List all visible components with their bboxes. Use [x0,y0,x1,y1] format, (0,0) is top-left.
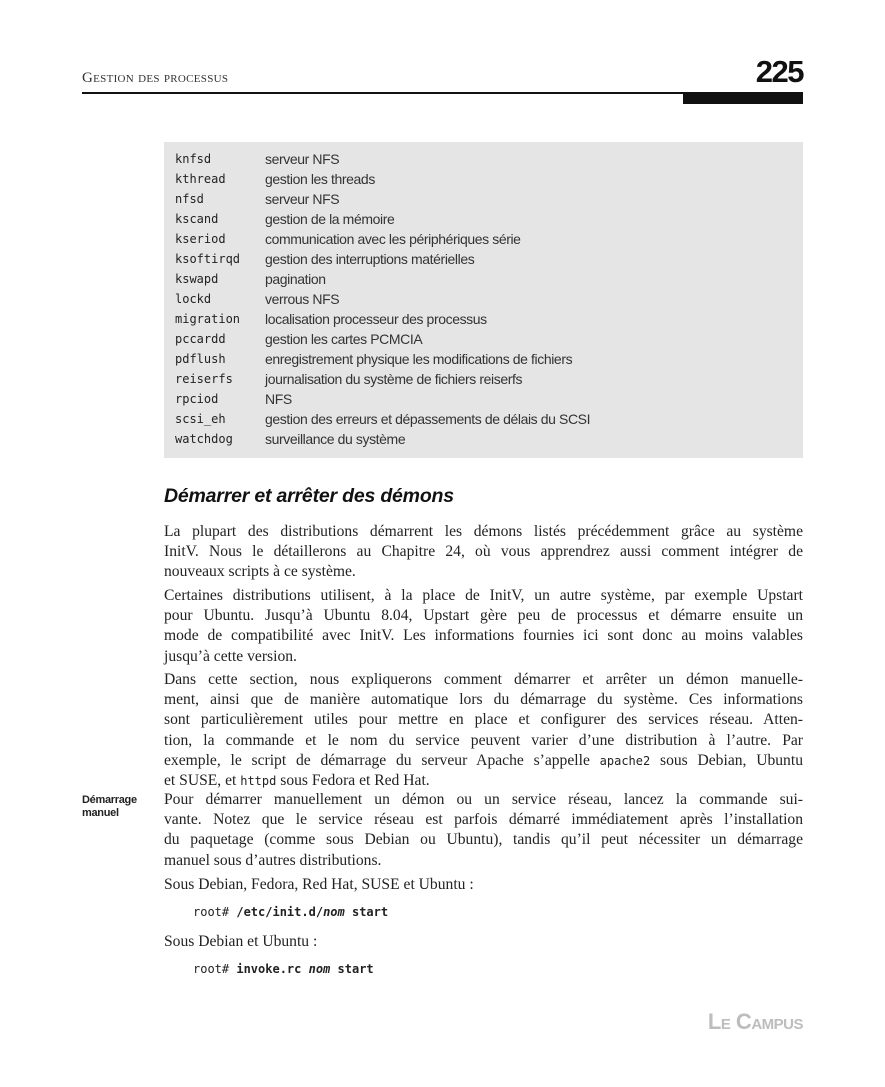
text-line: tion, la commande et le nom du service peuvent varier d’une distribution à l’autre. Par [164,731,803,749]
paragraph-6 [164,932,803,952]
daemon-table [175,149,590,449]
daemon-row [175,289,590,309]
daemon-desc: gestion de la mémoire [265,211,395,227]
daemon-row [175,369,590,389]
daemon-name: kseriod [175,232,226,246]
margin-note-line: manuel [82,807,119,819]
daemon-name: pccardd [175,332,226,346]
text-line: Pour démarrer manuellement un démon ou un service réseau, lancez la commande sui- [164,791,803,808]
command-text: start [344,905,389,919]
shell-prompt: root# [193,962,237,976]
daemon-row [175,169,590,189]
daemon-name: kswapd [175,272,219,286]
command-text: /etc/init.d/ [236,905,324,919]
daemon-name: reiserfs [175,372,233,386]
daemon-desc: NFS [265,391,292,407]
daemon-row [175,269,590,289]
text-line [164,771,803,791]
daemon-desc: gestion les cartes PCMCIA [265,331,423,347]
command-example-2 [193,962,374,976]
daemon-row [175,149,590,169]
text-line: mode de compatibilité avec InitV. Les informations fournies ici sont donc au moins valables [164,627,803,645]
paragraph-2 [164,586,803,667]
daemon-row [175,349,590,369]
command-placeholder: nom [323,905,345,919]
text-segment: exemple, le script de démarrage du serveur Apache s’appelle [164,751,600,769]
daemon-desc: surveillance du système [265,431,406,447]
daemon-name: rpciod [175,392,219,406]
daemon-name: scsi_eh [175,412,226,426]
daemon-name: lockd [175,292,212,306]
daemon-row [175,409,590,429]
daemon-row [175,329,590,349]
daemon-desc: communication avec les périphériques série [265,231,521,247]
text-line: vante. Notez que le service réseau est parfois démarré immédiatement après l’installation [164,811,803,829]
daemon-row [175,249,590,269]
section-heading: Démarrer et arrêter des démons [164,485,454,507]
paragraph-1 [164,522,803,583]
publisher-logo: Le Campus [707,1009,803,1034]
text-segment: sous Debian, Ubuntu [650,751,803,769]
text-line: manuel sous d’autres distributions. [164,851,382,869]
daemon-desc: localisation processeur des processus [265,311,487,327]
daemon-row [175,209,590,229]
text-line: Dans cette section, nous expliquerons comment démarrer et arrêter un démon manuelle- [164,671,803,688]
text-line: La plupart des distributions démarrent les démons listés précédemment grâce au système [164,523,803,540]
text-line: Certaines distributions utilisent, à la place de InitV, un autre système, par exemple Upstart [164,587,803,604]
daemon-row [175,389,590,409]
command-text: start [330,962,374,976]
inline-code: httpd [240,774,277,789]
daemon-desc: gestion les threads [265,171,375,187]
command-example-1 [193,905,388,919]
daemon-desc: pagination [265,271,326,287]
header-bar [683,93,803,104]
paragraph-3 [164,670,803,791]
daemon-desc: gestion des erreurs et dépassements de délais du SCSI [265,411,591,427]
text-line: jusqu’à cette version. [164,647,297,665]
text-line: Sous Debian et Ubuntu : [164,933,318,950]
daemon-name: watchdog [175,432,233,446]
daemon-row [175,229,590,249]
text-line: ment, ainsi que de manière automatique lors du démarrage du système. Ces informations [164,691,803,709]
page-number: 225 [755,54,803,89]
margin-note [82,794,152,820]
command-text: invoke.rc [236,962,309,976]
daemon-row [175,309,590,329]
daemon-name: knfsd [175,152,212,166]
daemon-name: ksoftirqd [175,252,241,266]
paragraph-5 [164,875,803,895]
daemon-desc: serveur NFS [265,151,340,167]
text-segment: sous Fedora et Red Hat. [276,772,430,790]
text-line [164,751,803,771]
daemon-desc: serveur NFS [265,191,340,207]
daemon-desc: verrous NFS [265,291,340,307]
text-line: nouveaux scripts à ce système. [164,563,356,581]
text-line: sont particulièrement utiles pour mettre en place et configurer des services réseau. Atten- [164,711,803,729]
daemon-desc: journalisation du système de fichiers reiserfs [265,371,523,387]
daemon-name: pdflush [175,352,226,366]
margin-note-line: Démarrage [82,794,137,806]
daemon-name: nfsd [175,192,204,206]
text-line: Sous Debian, Fedora, Red Hat, SUSE et Ubuntu : [164,876,474,893]
daemon-name: kthread [175,172,226,186]
text-line: pour Ubuntu. Jusqu’à Ubuntu 8.04, Upstart gère peu de processus et démarre ensuite un [164,607,803,625]
paragraph-4 [164,790,803,871]
running-head: Gestion des processus [82,70,229,86]
shell-prompt: root# [193,905,237,919]
text-segment: et SUSE, et [164,772,241,790]
daemon-desc: gestion des interruptions matérielles [265,251,475,267]
daemon-desc: enregistrement physique les modifications de fichiers [265,351,573,367]
command-placeholder: nom [308,962,331,976]
daemon-row [175,429,590,449]
daemon-row [175,189,590,209]
text-line: du paquetage (comme sous Debian ou Ubuntu), tandis qu’il peut nécessiter un démarrage [164,831,803,849]
text-line: InitV. Nous le détaillerons au Chapitre 24, où vous apprendrez aussi comment intégrer de [164,543,803,561]
daemon-name: kscand [175,212,219,226]
inline-code: apache2 [599,753,651,768]
daemon-name: migration [175,312,241,326]
